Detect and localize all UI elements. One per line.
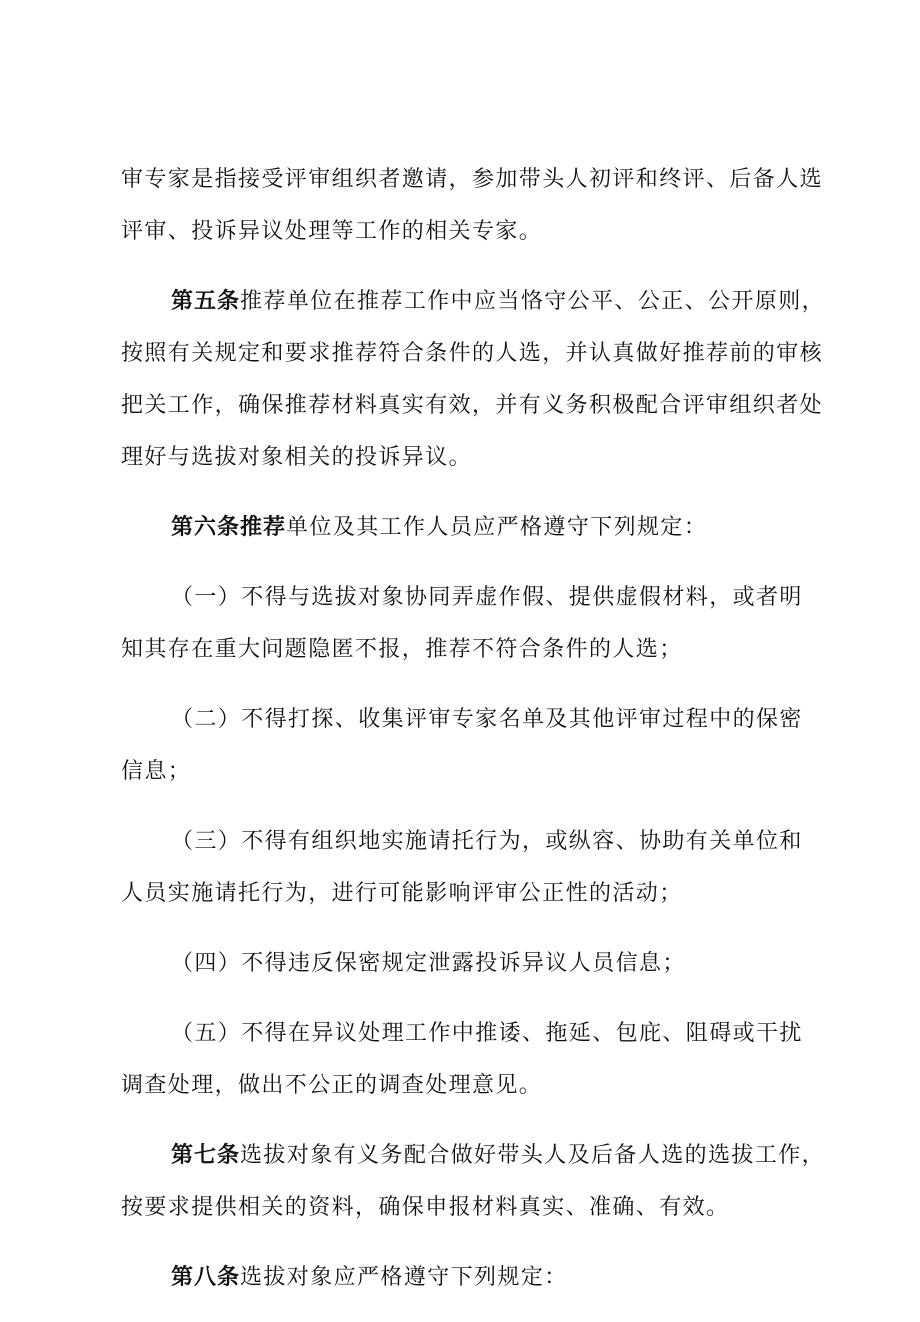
text-run: 选拔对象应严格遵守下列规定： — [240, 1265, 568, 1290]
text-line: （四）不得违反保密规定泄露投诉异议人员信息； — [171, 951, 686, 976]
text-line — [121, 502, 818, 554]
paragraph-article-7 — [121, 1130, 826, 1234]
text-line: （五）不得在异议处理工作中推诿、拖延、包庇、阻碍或干扰 — [171, 1021, 803, 1046]
text-line: 人员实施请托行为，进行可能影响评审公正性的活动； — [121, 881, 683, 906]
text-line: 按照有关规定和要求推荐符合条件的人选，并认真做好推荐前的审核 — [121, 341, 824, 366]
text-line: 理好与选拔对象相关的投诉异议。 — [121, 445, 473, 470]
paragraph-article-6 — [121, 502, 818, 554]
paragraph-rule-2 — [121, 694, 818, 798]
text-line: （一）不得与选拔对象协同弄虚作假、提供虚假材料，或者明 — [171, 585, 803, 610]
article-heading: 第八条 — [171, 1265, 241, 1290]
article-heading: 第五条 — [171, 289, 241, 314]
paragraph-rule-5 — [121, 1008, 818, 1112]
text-line — [121, 276, 826, 328]
document-body — [121, 154, 826, 1322]
text-line — [121, 1252, 818, 1304]
text-run: 选拔对象有义务配合做好带头人及后备人选的选拔工作， — [240, 1143, 826, 1168]
paragraph-rule-1 — [121, 572, 818, 676]
article-heading: 第六条推荐 — [171, 515, 287, 540]
paragraph-rule-3 — [121, 816, 818, 920]
text-line: （二）不得打探、收集评审专家名单及其他评审过程中的保密 — [171, 707, 803, 732]
text-line: 信息； — [121, 759, 192, 784]
text-line: 审专家是指接受评审组织者邀请，参加带头人初评和终评、后备人选 — [121, 167, 824, 192]
text-line — [121, 1130, 826, 1182]
text-line: 调查处理，做出不公正的调查处理意见。 — [121, 1073, 543, 1098]
text-run: 单位及其工作人员应严格遵守下列规定： — [286, 515, 708, 540]
text-run: 推荐单位在推荐工作中应当恪守公平、公正、公开原则， — [240, 289, 826, 314]
text-line: （三）不得有组织地实施请托行为，或纵容、协助有关单位和 — [171, 829, 803, 854]
paragraph-article-8 — [121, 1252, 818, 1304]
text-line: 按要求提供相关的资料，确保申报材料真实、准确、有效。 — [121, 1195, 730, 1220]
text-line: 评审、投诉异议处理等工作的相关专家。 — [121, 219, 543, 244]
text-line: 把关工作，确保推荐材料真实有效，并有义务积极配合评审组织者处 — [121, 393, 824, 418]
paragraph-rule-4 — [121, 938, 818, 990]
text-line: 知其存在重大问题隐匿不报，推荐不符合条件的人选； — [121, 637, 683, 662]
article-heading: 第七条 — [171, 1143, 241, 1168]
paragraph-article-5 — [121, 276, 826, 484]
paragraph-expert-definition — [121, 154, 824, 258]
